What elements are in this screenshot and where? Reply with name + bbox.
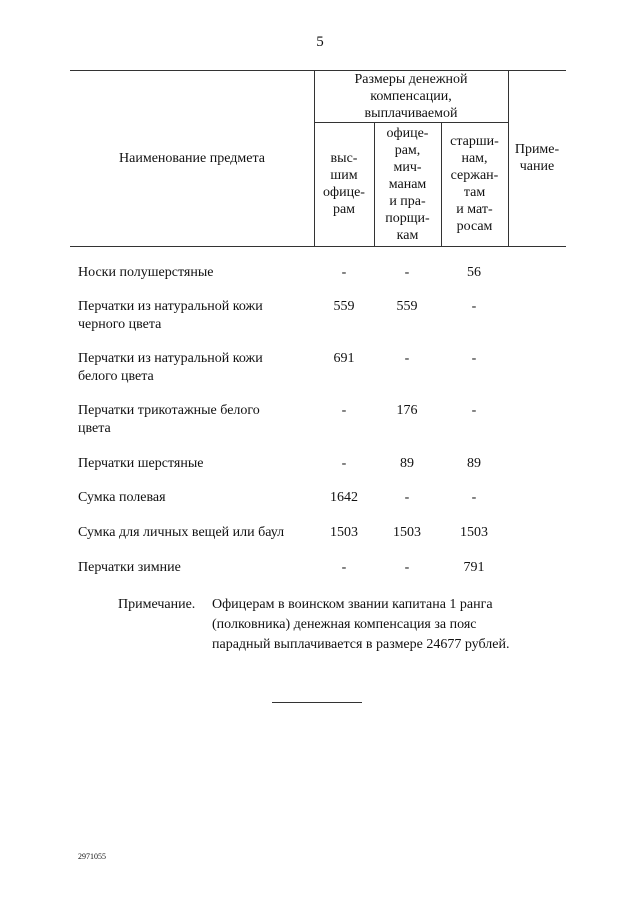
cell-senior: 691 — [333, 351, 355, 366]
cell-senior: - — [341, 265, 347, 280]
row-name: Перчатки из натуральной кожи черного цвета — [78, 299, 263, 332]
row-name: Носки полушерстяные — [78, 265, 214, 280]
header-compensation-group: Размеры денежной компенсации, выплачиваемой — [354, 71, 468, 121]
note-text: Офицерам в воинском звании капитана 1 ранга (полковника) денежная компенсация за пояс — [212, 597, 493, 632]
row-name: Сумка полевая — [78, 490, 166, 505]
cell-sergeants: - — [471, 490, 477, 505]
cell-senior: - — [341, 456, 347, 471]
cell-senior: 1503 — [330, 525, 358, 540]
row-name: Перчатки трикотажные белого цвета — [78, 403, 260, 436]
row-name: Сумка для личных вещей или баул — [78, 525, 285, 540]
cell-sergeants: 791 — [463, 560, 485, 575]
cell-sergeants: - — [471, 403, 477, 418]
header-item-name: Наименование предмета — [119, 150, 265, 166]
header-col-senior: выс- шим офице- рам — [323, 151, 365, 217]
cell-officers: - — [404, 265, 410, 280]
cell-officers: 89 — [400, 456, 414, 471]
header-col-sergeants: старши- нам, сержан- там и мат- росам — [450, 134, 499, 234]
row-name: Перчатки из натуральной кожи белого цвета — [78, 351, 263, 384]
cell-senior: 559 — [333, 299, 355, 314]
note-label: Примечание. — [118, 597, 196, 612]
table-header-bottom-rule — [70, 246, 566, 247]
header-col-officers: офице- рам, мич- манам и пра- порщи- кам — [385, 125, 430, 243]
cell-senior: - — [341, 403, 347, 418]
header-col-note: Приме- чание — [514, 142, 560, 174]
cell-officers: 559 — [396, 299, 418, 314]
cell-senior: 1642 — [330, 490, 358, 505]
end-separator — [272, 702, 362, 703]
row-name: Перчатки зимние — [78, 560, 181, 575]
document-number: 2971055 — [78, 852, 106, 861]
cell-officers: 1503 — [393, 525, 421, 540]
cell-officers: - — [404, 560, 410, 575]
cell-officers: - — [404, 351, 410, 366]
cell-senior: - — [341, 560, 347, 575]
cell-sergeants: 56 — [467, 265, 481, 280]
cell-sergeants: 89 — [467, 456, 481, 471]
cell-sergeants: - — [471, 299, 477, 314]
row-name: Перчатки шерстяные — [78, 456, 204, 471]
cell-sergeants: 1503 — [460, 525, 488, 540]
cell-officers: 176 — [396, 403, 418, 418]
page-number: 5 — [316, 34, 324, 50]
note-text-end: парадный выплачивается в размере 24677 рублей. — [212, 637, 510, 652]
cell-sergeants: - — [471, 351, 477, 366]
cell-officers: - — [404, 490, 410, 505]
